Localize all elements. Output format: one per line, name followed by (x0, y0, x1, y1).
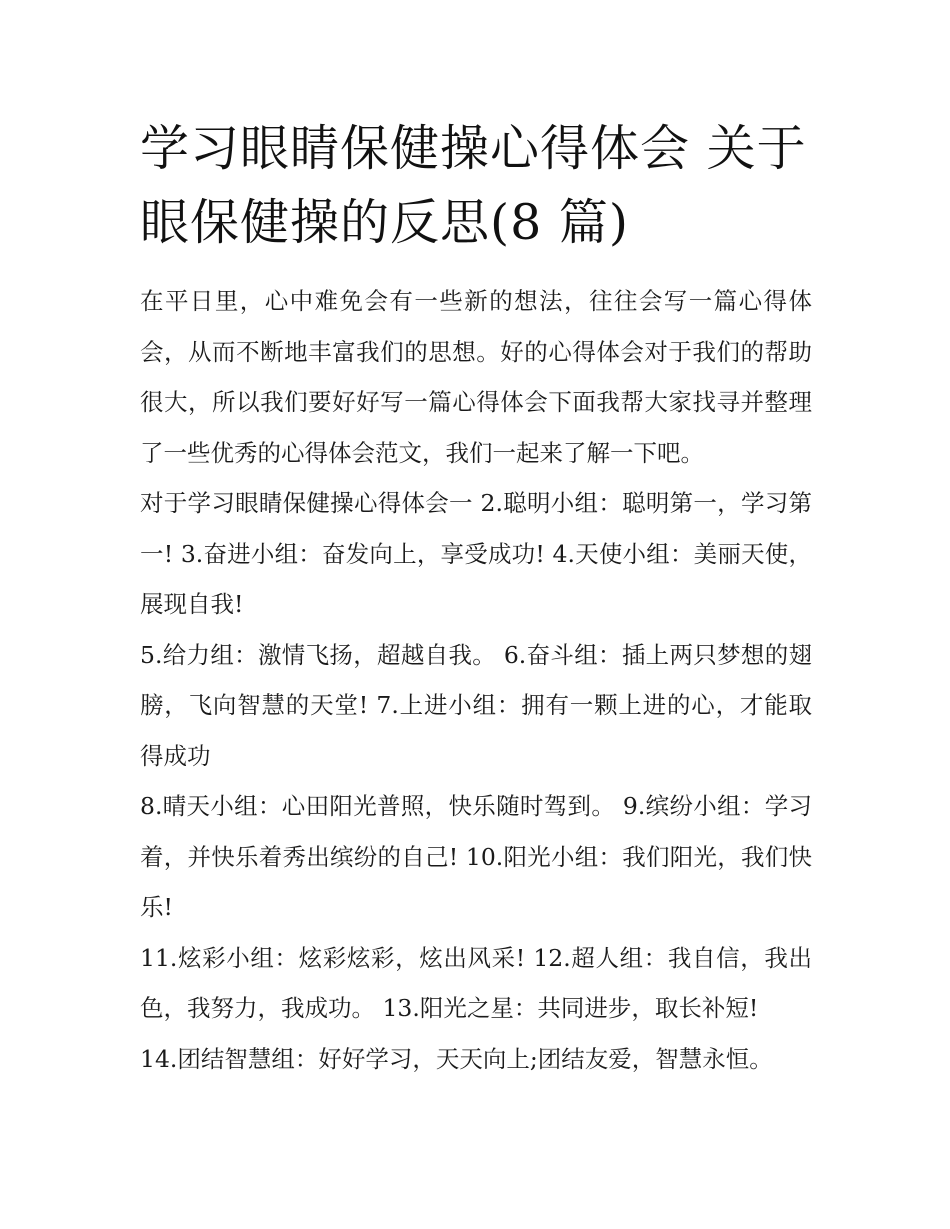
body-paragraph: 5.给力组：激情飞扬，超越自我。 6.奋斗组：插上两只梦想的翅膀，飞向智慧的天堂! 7.上进小组：拥有一颗上进的心，才能取得成功 (140, 640, 812, 770)
body-paragraph: 11.炫彩小组：炫彩炫彩，炫出风采! 12.超人组：我自信，我出色，我努力，我成功。 13.阳光之星：共同进步，取长补短! (140, 943, 812, 1022)
body-paragraph: 对于学习眼睛保健操心得体会一 2.聪明小组：聪明第一，学习第一! 3.奋进小组：奋发向上，享受成功! 4.天使小组：美丽天使，展现自我! (140, 489, 812, 618)
body-paragraph: 8.晴天小组：心田阳光普照，快乐随时驾到。 9.缤纷小组：学习着，并快乐着秀出缤纷的自己! 10.阳光小组：我们阳光，我们快乐! (140, 792, 812, 921)
intro-paragraph: 在平日里，心中难免会有一些新的想法，往往会写一篇心得体会，从而不断地丰富我们的思想。好的心得体会对于我们的帮助很大，所以我们要好好写一篇心得体会下面我帮大家找寻并整理了一些优秀的心得体会范文，我们一起来了解一下吧。 (140, 287, 812, 467)
document-page (140, 112, 812, 1084)
document-title: 学习眼睛保健操心得体会 关于眼保健操的反思(8 篇) (140, 120, 807, 251)
body-paragraph: 14.团结智慧组：好好学习，天天向上;团结友爱，智慧永恒。 (140, 1044, 773, 1073)
